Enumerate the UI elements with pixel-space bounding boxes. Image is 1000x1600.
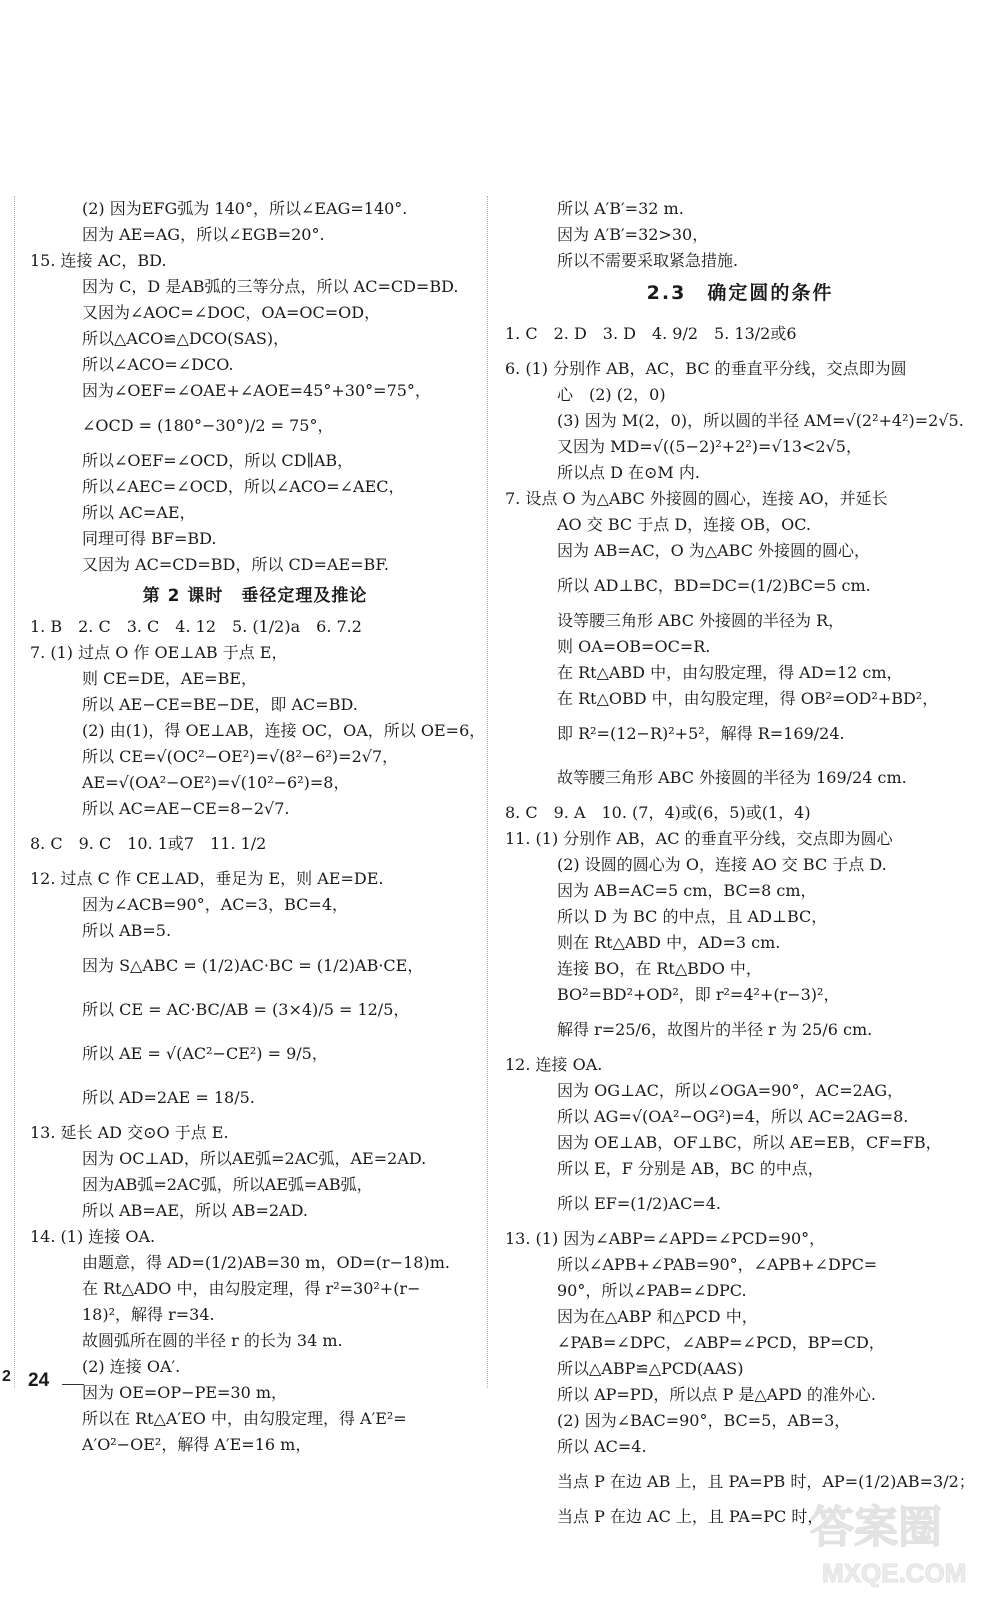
text-line: 1. B 2. C 3. C 4. 12 5. (1/2)a 6. 7.2	[30, 617, 362, 636]
text-line: 所以 AD=2AE = 18/5.	[82, 1088, 255, 1107]
text-line: 所以∠ACO=∠DCO.	[82, 355, 234, 374]
text-line: 又因为 MD=√((5−2)²+2²)=√13<2√5，	[557, 437, 862, 456]
text-line: 因为 OG⊥AC，所以∠OGA=90°，AC=2AG，	[557, 1081, 904, 1100]
text-line: 15. 连接 AC，BD.	[30, 251, 167, 270]
text-line: (2) 连接 OA′.	[82, 1357, 181, 1376]
text-line: 所以 CE=√(OC²−OE²)=√(8²−6²)=2√7，	[82, 747, 399, 766]
text-line: 所以∠APB+∠PAB=90°，∠APB+∠DPC=	[557, 1255, 878, 1274]
text-line: 因为 OC⊥AD，所以AE弧=2AC弧，AE=2AD.	[82, 1149, 427, 1168]
text-line: 则 OA=OB=OC=R.	[557, 637, 711, 656]
watermark-logo	[800, 1488, 990, 1588]
page-edge-rule	[14, 196, 15, 1388]
text-line: 8. C 9. A 10. (7，4)或(6，5)或(1，4)	[505, 803, 811, 822]
text-line: 因为 OE⊥AB，OF⊥BC，所以 AE=EB，CF=FB，	[557, 1133, 942, 1152]
text-line: 因为 OE=OP−PE=30 m，	[82, 1383, 288, 1402]
text-line: 18)²，解得 r=34.	[82, 1305, 215, 1324]
text-line: A′O²−OE²，解得 A′E=16 m，	[82, 1435, 312, 1454]
text-line: 所以 AC=4.	[557, 1437, 647, 1456]
text-line: 所以 AE−CE=BE−DE，即 AC=BD.	[82, 695, 358, 714]
section-heading: 第 2 课时 垂径定理及推论	[142, 586, 368, 606]
text-line: 7. 设点 O 为△ABC 外接圆的圆心，连接 AO，并延长	[505, 489, 888, 508]
text-line: 所以 AC=AE−CE=8−2√7.	[82, 799, 290, 818]
text-line: 所以 CE = AC·BC/AB = (3×4)/5 = 12/5，	[82, 1000, 410, 1019]
text-line: (2) 设圆的圆心为 O，连接 AO 交 BC 于点 D.	[557, 855, 887, 874]
text-line: 因为∠OEF=∠OAE+∠AOE=45°+30°=75°，	[82, 381, 431, 400]
text-line: 当点 P 在边 AC 上，且 PA=PC 时，	[557, 1507, 824, 1526]
text-line: 所以 AB=AE，所以 AB=2AD.	[82, 1201, 308, 1220]
text-line: 连接 BO，在 Rt△BDO 中，	[557, 959, 762, 978]
text-line: 6. (1) 分别作 AB，AC，BC 的垂直平分线，交点即为圆	[505, 359, 907, 378]
text-line: 所以 AG=√(OA²−OG²)=4，所以 AC=2AG=8.	[557, 1107, 909, 1126]
text-line: 所以 D 为 BC 的中点，且 AD⊥BC，	[557, 907, 828, 926]
text-line: 所以△ACO≌△DCO(SAS)，	[82, 329, 290, 348]
text-line: 心 (2) (2，0)	[557, 385, 666, 404]
page-edge-glyph: 2	[2, 1368, 11, 1385]
text-line: 因为 S△ABC = (1/2)AC·BC = (1/2)AB·CE，	[82, 956, 424, 975]
text-line: 在 Rt△OBD 中，由勾股定理，得 OB²=OD²+BD²，	[557, 689, 939, 708]
text-line: 则在 Rt△ABD 中，AD=3 cm.	[557, 933, 781, 952]
text-line: 所以∠AEC=∠OCD，所以∠ACO=∠AEC，	[82, 477, 405, 496]
text-line: 则 CE=DE，AE=BE，	[82, 669, 258, 688]
text-line: 在 Rt△ADO 中，由勾股定理，得 r²=30²+(r−	[82, 1279, 421, 1298]
page-number-dash	[62, 1384, 84, 1385]
text-line: 所以 AP=PD，所以点 P 是△APD 的准外心.	[557, 1385, 876, 1404]
column-divider	[487, 196, 488, 1388]
text-line: 由题意，得 AD=(1/2)AB=30 m，OD=(r−18)m.	[82, 1253, 450, 1272]
text-line: 因为 A′B′=32>30，	[557, 225, 709, 244]
left-column	[30, 196, 486, 1458]
text-line: (2) 由(1)，得 OE⊥AB，连接 OC，OA，所以 OE=6，	[82, 721, 486, 740]
text-line: 所以点 D 在⊙M 内.	[557, 463, 700, 482]
text-line: 又因为∠AOC=∠DOC，OA=OC=OD，	[82, 303, 381, 322]
text-line: 因为 AE=AG，所以∠EGB=20°.	[82, 225, 325, 244]
text-line: 90°，所以∠PAB=∠DPC.	[557, 1281, 747, 1300]
text-line: BO²=BD²+OD²，即 r²=4²+(r−3)²，	[557, 985, 840, 1004]
text-line: 所以在 Rt△A′EO 中，由勾股定理，得 A′E²=	[82, 1409, 407, 1428]
text-line: 1. C 2. D 3. D 4. 9/2 5. 13/2或6	[505, 324, 797, 343]
text-line: 因为AB弧=2AC弧，所以AE弧=AB弧，	[82, 1175, 373, 1194]
page-number: 24	[28, 1370, 50, 1391]
text-line: 因为∠ACB=90°，AC=3，BC=4，	[82, 895, 348, 914]
text-line: 12. 连接 OA.	[505, 1055, 603, 1074]
text-line: 因为 C，D 是AB弧的三等分点，所以 AC=CD=BD.	[82, 277, 459, 296]
text-line: 即 R²=(12−R)²+5²，解得 R=169/24.	[557, 724, 845, 743]
text-line: 解得 r=25/6，故图片的半径 r 为 25/6 cm.	[557, 1020, 873, 1039]
text-line: AO 交 BC 于点 D，连接 OB，OC.	[557, 515, 811, 534]
text-line: 因为在△ABP 和△PCD 中，	[557, 1307, 758, 1326]
text-line: 7. (1) 过点 O 作 OE⊥AB 于点 E，	[30, 643, 288, 662]
text-line: ∠PAB=∠DPC，∠ABP=∠PCD，BP=CD，	[557, 1333, 885, 1352]
text-line: 所以 AD⊥BC，BD=DC=(1/2)BC=5 cm.	[557, 576, 871, 595]
text-line: AE=√(OA²−OE²)=√(10²−6²)=8，	[82, 773, 350, 792]
text-line: 设等腰三角形 ABC 外接圆的半径为 R，	[557, 611, 845, 630]
text-line: 同理可得 BF=BD.	[82, 529, 217, 548]
text-line: (2) 因为∠BAC=90°，BC=5，AB=3，	[557, 1411, 851, 1430]
text-line: 所以 AB=5.	[82, 921, 172, 940]
text-line: 当点 P 在边 AB 上，且 PA=PB 时，AP=(1/2)AB=3/2；	[557, 1472, 975, 1491]
text-line: 因为 AB=AC，O 为△ABC 外接圆的圆心，	[557, 541, 871, 560]
text-line: 因为 AB=AC=5 cm，BC=8 cm，	[557, 881, 817, 900]
right-column	[505, 196, 975, 1530]
text-line: 在 Rt△ABD 中，由勾股定理，得 AD=12 cm，	[557, 663, 903, 682]
text-line: 8. C 9. C 10. 1或7 11. 1/2	[30, 834, 267, 853]
text-line: (3) 因为 M(2，0)，所以圆的半径 AM=√(2²+4²)=2√5.	[557, 411, 964, 430]
text-line: 故等腰三角形 ABC 外接圆的半径为 169/24 cm.	[557, 768, 907, 787]
text-line: 11. (1) 分别作 AB，AC 的垂直平分线，交点即为圆心	[505, 829, 893, 848]
text-line: 13. 延长 AD 交⊙O 于点 E.	[30, 1123, 229, 1142]
watermark-url: MXQE.COM	[822, 1558, 967, 1588]
text-line: 所以 EF=(1/2)AC=4.	[557, 1194, 721, 1213]
text-line: ∠OCD = (180°−30°)/2 = 75°，	[82, 416, 334, 435]
text-line: 所以∠OEF=∠OCD，所以 CD∥AB，	[82, 451, 354, 470]
text-line: 所以 E，F 分别是 AB，BC 的中点，	[557, 1159, 824, 1178]
text-line: 所以△ABP≌△PCD(AAS)	[557, 1359, 744, 1378]
text-line: 所以 A′B′=32 m.	[557, 199, 684, 218]
text-line: 所以 AE = √(AC²−CE²) = 9/5，	[82, 1044, 328, 1063]
text-line: 14. (1) 连接 OA.	[30, 1227, 156, 1246]
text-line: 故圆弧所在圆的半径 r 的长为 34 m.	[82, 1331, 343, 1350]
watermark-main: 答案圈	[810, 1503, 942, 1552]
text-line: 所以不需要采取紧急措施.	[557, 251, 739, 270]
section-heading: 2.3 确定圆的条件	[646, 282, 834, 304]
text-line: 所以 AC=AE，	[82, 503, 196, 522]
text-line: 13. (1) 因为∠ABP=∠APD=∠PCD=90°，	[505, 1229, 826, 1248]
text-line: (2) 因为EFG弧为 140°，所以∠EAG=140°.	[82, 199, 408, 218]
text-line: 又因为 AC=CD=BD，所以 CD=AE=BF.	[82, 555, 390, 574]
text-line: 12. 过点 C 作 CE⊥AD，垂足为 E，则 AE=DE.	[30, 869, 384, 888]
